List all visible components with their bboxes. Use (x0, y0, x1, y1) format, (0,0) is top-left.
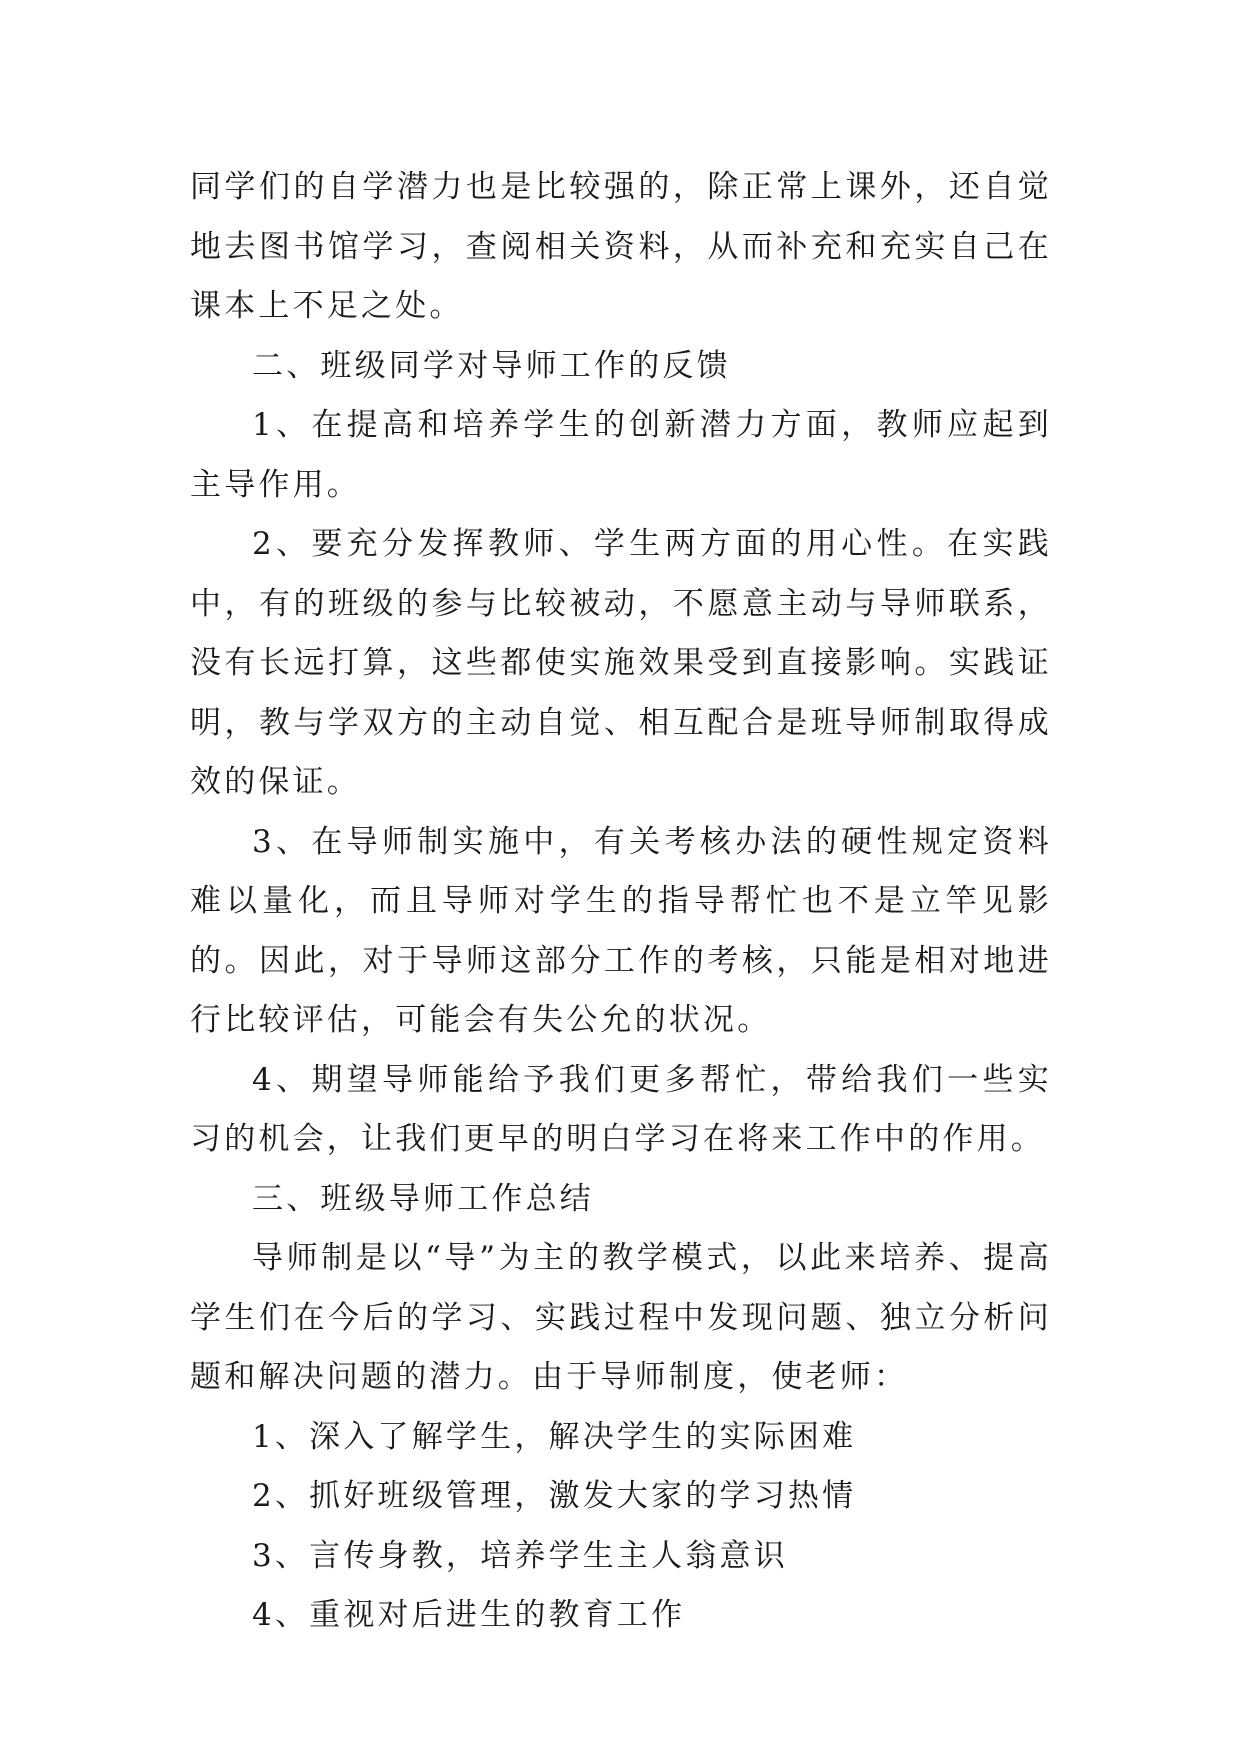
summary-item-1: 1、深入了解学生，解决学生的实际困难 (252, 1418, 857, 1455)
feedback-item-4: 4、期望导师能给予我们更多帮忙，带给我们一些实习的机会，让我们更早的明白学习在将来工作中的作用。 (190, 1061, 1052, 1157)
summary-item-3: 3、言传身教，培养学生主人翁意识 (252, 1537, 788, 1574)
summary-intro: 导师制是以“导”为主的教学模式，以此来培养、提高学生们在今后的学习、实践过程中发现问题、独立分析问题和解决问题的潜力。由于导师制度，使老师： (190, 1240, 1052, 1395)
feedback-item-3: 3、在导师制实施中，有关考核办法的硬性规定资料难以量化，而且导师对学生的指导帮忙也不是立竿见影的。因此，对于导师这部分工作的考核，只能是相对地进行比较评估，可能会有失公允的状况。 (190, 823, 1052, 1038)
summary-item-4: 4、重视对后进生的教育工作 (252, 1597, 686, 1633)
summary-item-2: 2、抓好班级管理，激发大家的学习热情 (252, 1478, 857, 1514)
section-heading-summary: 三、班级导师工作总结 (252, 1180, 594, 1217)
paragraph-continuation: 同学们的自学潜力也是比较强的，除正常上课外，还自觉地去图书馆学习，查阅相关资料，从而补充和充实自己在课本上不足之处。 (190, 169, 1052, 324)
document-body (190, 158, 1052, 1646)
feedback-item-1: 1、在提高和培养学生的创新潜力方面，教师应起到主导作用。 (190, 407, 1052, 503)
feedback-item-2: 2、要充分发挥教师、学生两方面的用心性。在实践中，有的班级的参与比较被动，不愿意主动与导师联系，没有长远打算，这些都使实施效果受到直接影响。实践证明，教与学双方的主动自觉、相互配合是班导师制取得成效的保证。 (190, 526, 1052, 800)
section-heading-feedback: 二、班级同学对导师工作的反馈 (252, 347, 731, 384)
